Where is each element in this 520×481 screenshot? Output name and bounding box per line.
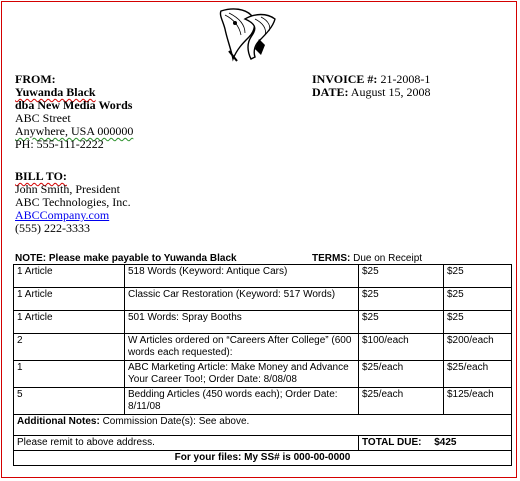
table-row	[14, 388, 512, 415]
invoice-date-label: DATE:	[312, 85, 349, 99]
item-description: 501 Words: Spray Booths	[125, 311, 359, 334]
item-rate: $25	[359, 311, 444, 334]
item-description: W Articles ordered on “Careers After College” (600 words each requested):	[125, 334, 359, 361]
total-due-label: TOTAL DUE:	[362, 437, 422, 448]
from-name: Yuwanda Black	[15, 85, 96, 99]
from-dba: dba New Media Words	[15, 98, 133, 112]
item-rate: $100/each	[359, 334, 444, 361]
item-rate: $25	[359, 265, 444, 288]
table-row	[14, 311, 512, 334]
item-amount: $25/each	[444, 361, 512, 388]
item-qty: 1	[14, 361, 125, 388]
invoice-number-label: INVOICE #:	[312, 72, 378, 86]
payable-note: NOTE: Please make payable to Yuwanda Black	[15, 253, 237, 264]
from-city-state-zip: Anywhere, USA 000000	[15, 124, 134, 138]
remit-row	[14, 436, 512, 451]
from-street: ABC Street	[15, 111, 71, 125]
bill-to-website-link[interactable]: ABCCompany.com	[15, 208, 110, 222]
item-rate: $25/each	[359, 388, 444, 415]
additional-notes	[14, 415, 512, 436]
item-amount: $125/each	[444, 388, 512, 415]
files-row	[14, 451, 512, 466]
invoice-number-value: 21-2008-1	[380, 72, 431, 86]
item-description: Bedding Articles (450 words each); Order Date: 8/11/08	[125, 388, 359, 415]
total-due	[359, 436, 512, 451]
item-qty: 1 Article	[14, 311, 125, 334]
files-note: For your files: My SS# is 000-00-0000	[14, 451, 512, 466]
item-rate: $25	[359, 288, 444, 311]
item-amount: $25	[444, 288, 512, 311]
bill-to-phone: (555) 222-3333	[15, 221, 90, 235]
bill-to-contact: John Smith, President	[15, 182, 121, 196]
invoice-date	[312, 86, 430, 99]
table-row	[14, 288, 512, 311]
item-amount: $25	[444, 265, 512, 288]
invoice-date-value: August 15, 2008	[350, 85, 431, 99]
bill-to-company: ABC Technologies, Inc.	[15, 195, 131, 209]
quill-scroll-logo	[215, 5, 281, 63]
item-amount: $200/each	[444, 334, 512, 361]
table-row	[14, 334, 512, 361]
item-qty: 1 Article	[14, 288, 125, 311]
total-due-value: $425	[434, 437, 457, 448]
terms-label: TERMS:	[312, 253, 351, 264]
from-phone: PH: 555-111-2222	[15, 137, 104, 151]
item-description: ABC Marketing Article: Make Money and Advance Your Career Too!; Order Date: 8/08/08	[125, 361, 359, 388]
additional-notes-label: Additional Notes:	[17, 416, 100, 427]
table-row	[14, 265, 512, 288]
line-items-table	[13, 264, 512, 466]
item-qty: 2	[14, 334, 125, 361]
bill-to-label: BILL TO:	[15, 169, 67, 183]
item-amount: $25	[444, 311, 512, 334]
from-label: FROM:	[15, 72, 56, 86]
item-qty: 5	[14, 388, 125, 415]
additional-notes-row	[14, 415, 512, 436]
terms-value: Due on Receipt	[353, 253, 423, 264]
item-description: Classic Car Restoration (Keyword: 517 Words)	[125, 288, 359, 311]
table-row	[14, 361, 512, 388]
item-qty: 1 Article	[14, 265, 125, 288]
additional-notes-value: Commission Date(s): See above.	[102, 416, 250, 427]
item-rate: $25/each	[359, 361, 444, 388]
invoice-page	[1, 1, 517, 478]
remit-text: Please remit to above address.	[14, 436, 359, 451]
item-description: 518 Words (Keyword: Antique Cars)	[125, 265, 359, 288]
